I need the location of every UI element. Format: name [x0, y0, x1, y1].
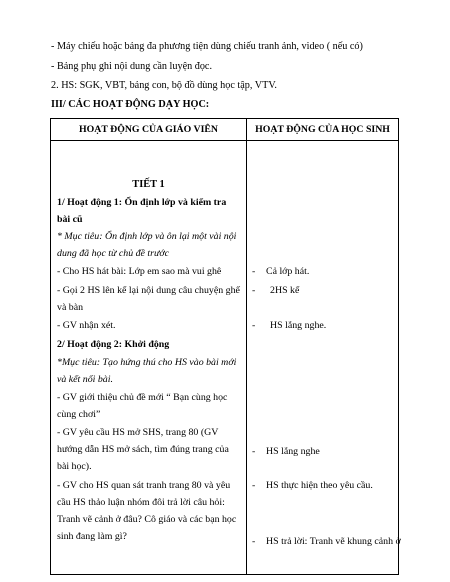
student-response-2: - 2HS kể	[252, 285, 300, 296]
student-response-6: - HS trả lời: Tranh vẽ khung cảnh ở	[252, 536, 401, 547]
teacher-cell	[51, 141, 247, 575]
lesson-title: TIẾT 1	[132, 179, 165, 190]
teacher-step-1: - Cho HS hát bài: Lớp em sao mà vui ghê	[57, 266, 222, 277]
activity-1-goal: * Mục tiêu: Ổn định lớp và ôn lại một vài nội dung đã học từ chủ đề trước	[57, 231, 237, 259]
student-cell	[247, 141, 399, 575]
intro-line-3: 2. HS: SGK, VBT, bảng con, bộ đồ dùng học tập, VTV.	[51, 80, 277, 91]
student-column-header: HOẠT ĐỘNG CỦA HỌC SINH	[247, 119, 399, 141]
teacher-step-6: - GV cho HS quan sát tranh trang 80 và yêu cầu HS thảo luận nhóm đôi trả lời câu hỏi: Tranh vẽ cảnh ở đâu? Cô giáo và các bạn học sinh đang làm gì?	[57, 480, 237, 542]
teacher-step-3: - GV nhận xét.	[57, 320, 116, 331]
activity-1-title: 1/ Hoạt động 1: Ổn định lớp và kiểm tra bài cũ	[57, 197, 227, 225]
table-header-row	[51, 119, 399, 141]
teacher-step-2: - Gọi 2 HS lên kể lại nội dung câu chuyện ghế và bàn	[57, 285, 240, 313]
activities-table	[50, 118, 399, 575]
student-response-5: - HS thực hiện theo yêu cầu.	[252, 480, 373, 491]
teacher-step-4: - GV giới thiệu chủ đề mới “ Bạn cùng học cùng chơi”	[57, 392, 228, 420]
student-response-4: - HS lắng nghe	[252, 446, 320, 457]
activity-2-goal: *Mục tiêu: Tạo hứng thú cho HS vào bài mới và kết nối bài.	[57, 357, 237, 385]
intro-line-2: - Bảng phụ ghi nội dung cần luyện đọc.	[51, 61, 212, 72]
teacher-step-5: - GV yêu cầu HS mở SHS, trang 80 (GV hướng dẫn HS mở sách, tìm đúng trang của bài học).	[57, 427, 229, 472]
activity-2-title: 2/ Hoạt động 2: Khởi động	[57, 339, 170, 350]
intro-line-1: - Máy chiếu hoặc bảng đa phương tiện dùng chiếu tranh ảnh, video ( nếu có)	[51, 41, 363, 52]
teacher-column-header: HOẠT ĐỘNG CỦA GIÁO VIÊN	[51, 119, 247, 141]
student-response-1: - Cả lớp hát.	[252, 266, 310, 277]
table-row	[51, 141, 399, 575]
student-response-3: - HS lắng nghe.	[252, 320, 327, 331]
section-heading: III/ CÁC HOẠT ĐỘNG DẠY HỌC:	[51, 99, 210, 110]
